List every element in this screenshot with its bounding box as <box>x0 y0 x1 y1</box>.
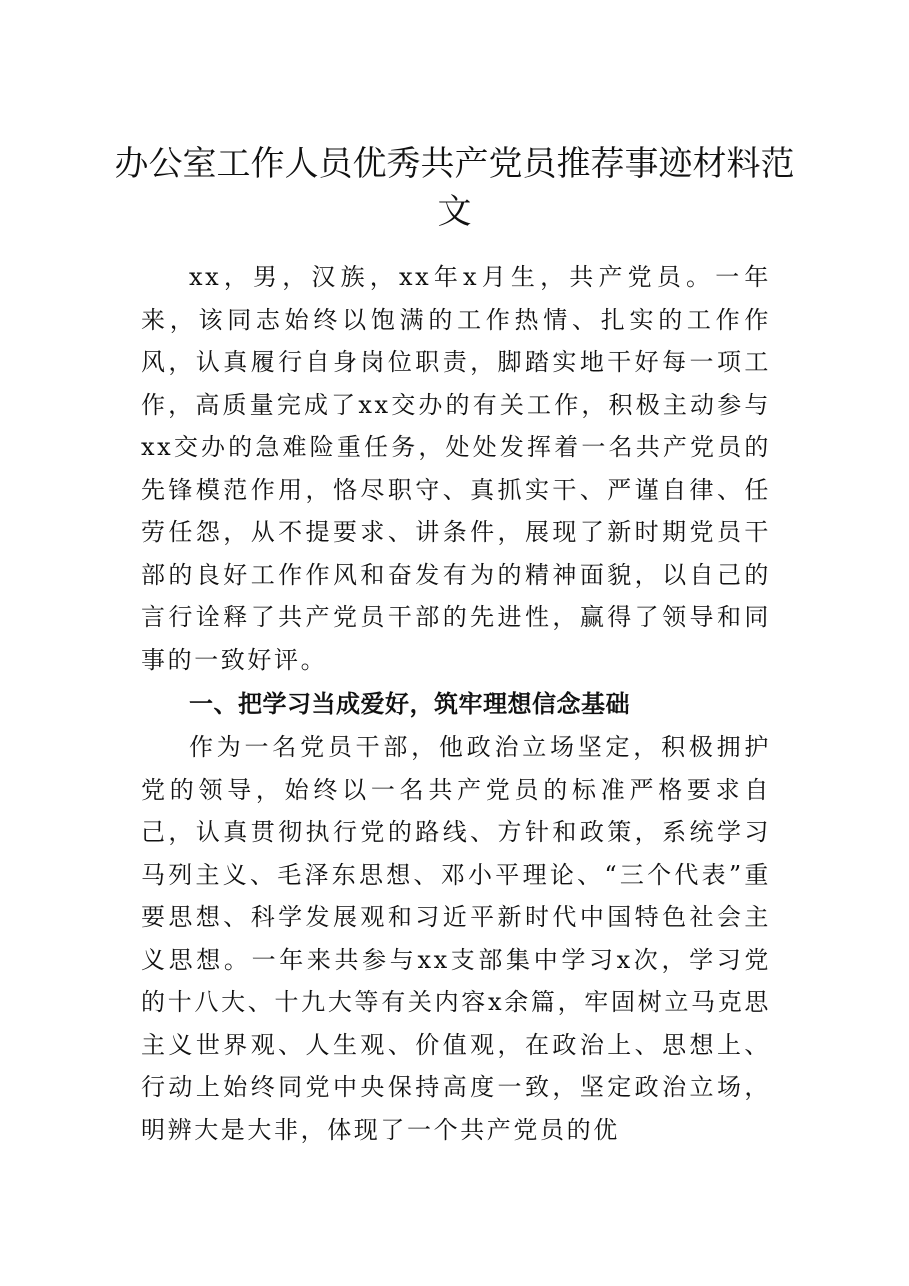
document-title: 办公室工作人员优秀共产党员推荐事迹材料范文 <box>114 144 795 232</box>
section-heading-1: 一、把学习当成爱好，筑牢理想信念基础 <box>189 690 630 718</box>
body-paragraph-intro: xx，男，汉族，xx年x月生，共产党员。一年来，该同志始终以饱满的工作热情、扎实的工作作风，认真履行自身岗位职责，脚踏实地干好每一项工作，高质量完成了xx交办的有关工作，积极主动参与xx交办的急难险重任务，处处发挥着一名共产党员的先锋模范作用，恪尽职守、真抓实干、严谨自律、任劳任怨，从不提要求、讲条件，展现了新时期党员干部的良好工作作风和奋发有为的精神面貌，以自己的言行诠释了共产党员干部的先进性，赢得了领导和同事的一致好评。 <box>141 263 771 674</box>
body-paragraph-section-1: 作为一名党员干部，他政治立场坚定，积极拥护党的领导，始终以一名共产党员的标准严格要求自己，认真贯彻执行党的路线、方针和政策，系统学习马列主义、毛泽东思想、邓小平理论、“三个代表”重要思想、科学发展观和习近平新时代中国特色社会主义思想。一年来共参与xx支部集中学习x次，学习党的十八大、十九大等有关内容x余篇，牢固树立马克思主义世界观、人生观、价值观，在政治上、思想上、行动上始终同党中央保持高度一致，坚定政治立场，明辨大是大非，体现了一个共产党员的优 <box>141 733 771 1144</box>
